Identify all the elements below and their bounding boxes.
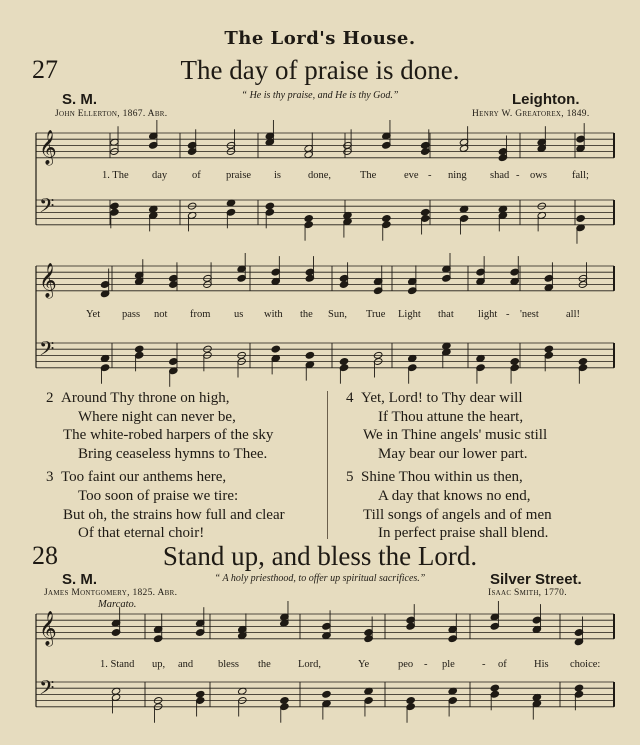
lyric-syllable: fall; <box>572 170 589 181</box>
lyric-syllable: The <box>360 170 377 181</box>
hymn-number: 27 <box>32 55 58 84</box>
lyric-syllable: ows <box>530 170 547 181</box>
lyric-syllable: praise <box>226 170 252 181</box>
lyric-syllable: ple <box>442 659 455 670</box>
lyric-syllable: - <box>428 170 432 181</box>
verse-text: A day that knows no end, <box>378 487 531 504</box>
note-head <box>322 690 331 698</box>
verse-text: We in Thine angels' music still <box>363 427 548 444</box>
lyric-syllable: 'nest <box>520 309 539 320</box>
lyric-syllable: Ye <box>358 659 370 670</box>
verse-text: Shine Thou within us then, <box>361 469 523 486</box>
running-head: The Lord's House. <box>224 28 416 49</box>
author-credit: John Ellerton, 1867. Abr. <box>55 109 168 119</box>
lyric-syllable: of <box>192 170 201 181</box>
lyric-syllable: His <box>534 659 549 670</box>
lyric-syllable: - <box>424 659 428 670</box>
lyric-syllable: of <box>498 659 507 670</box>
lyric-syllable: done, <box>308 170 332 181</box>
epigraph: “ He is thy praise, and He is thy God.” <box>241 90 399 101</box>
lyric-syllable: ning <box>448 170 467 181</box>
lyric-syllable: - <box>516 170 520 181</box>
bass-clef-icon: 𝄢 <box>39 676 55 704</box>
verse-number: 2 <box>46 390 54 406</box>
note-head <box>576 215 585 223</box>
verse-text: But oh, the strains how full and clear <box>63 506 285 523</box>
meter: S. M. <box>62 91 98 108</box>
tempo-marking: Marcato. <box>98 599 137 610</box>
lyric-syllable: - <box>482 659 486 670</box>
lyric-syllable: choice: <box>570 659 601 670</box>
lyric-syllable: Light <box>398 309 421 320</box>
note-head <box>271 345 280 353</box>
lyric-syllable: and <box>178 659 194 670</box>
verse-text: Bring ceaseless hymns to Thee. <box>78 445 268 462</box>
verse-number: 3 <box>46 469 54 486</box>
bass-clef-icon: 𝄢 <box>39 337 55 365</box>
lyric-syllable: pass <box>122 309 141 320</box>
bass-clef-icon: 𝄢 <box>39 194 55 222</box>
lyric-syllable: that <box>438 309 454 320</box>
lyric-syllable: the <box>258 659 271 670</box>
lyric-syllable: Sun, <box>328 309 347 320</box>
lyric-syllable: bless <box>218 659 239 670</box>
verse-text: If Thou attune the heart, <box>378 408 524 425</box>
verse-text: The white-robed harpers of the sky <box>63 427 274 444</box>
lyric-syllable: 1. The <box>102 170 129 181</box>
verse-text: Around Thy throne on high, <box>61 390 230 406</box>
verse-text: In perfect praise shall blend. <box>378 525 549 542</box>
lyric-syllable: True <box>366 309 386 320</box>
verse-number: 5 <box>346 469 354 486</box>
verse-text: Of that eternal choir! <box>78 525 205 542</box>
verse-text: May bear our lower part. <box>378 445 528 462</box>
lyric-syllable: us <box>234 309 244 320</box>
lyric-syllable: eve <box>404 170 419 181</box>
lyric-syllable: 1. Stand <box>100 659 135 670</box>
tune-name: Leighton. <box>512 91 580 108</box>
hymn-title: The day of praise is done. <box>180 55 460 85</box>
lyric-syllable: shad <box>490 170 510 181</box>
lyric-syllable: peo <box>398 659 414 670</box>
treble-clef-icon: 𝄞 <box>39 263 57 298</box>
verse-text: Too soon of praise we tire: <box>78 487 239 504</box>
lyric-syllable: is <box>274 170 282 181</box>
lyric-syllable: with <box>264 309 283 320</box>
lyric-syllable: - <box>506 309 510 320</box>
note-head <box>305 351 314 359</box>
author-credit: James Montgomery, 1825. Abr. <box>44 588 178 598</box>
treble-clef-icon: 𝄞 <box>39 130 57 165</box>
tune-name: Silver Street. <box>490 571 582 588</box>
hymn-number: 28 <box>32 541 58 570</box>
composer-credit: Isaac Smith, 1770. <box>488 588 567 598</box>
lyric-syllable: all! <box>566 309 580 320</box>
lyric-syllable: Lord, <box>298 659 322 670</box>
hymn-title: Stand up, and bless the Lord. <box>162 541 478 571</box>
verse-text: Where night can never be, <box>78 408 236 425</box>
lyric-syllable: not <box>154 309 168 320</box>
lyric-syllable: light <box>478 309 498 320</box>
composer-credit: Henry W. Greatorex, 1849. <box>472 109 590 119</box>
verse-text: Too faint our anthems here, <box>61 469 227 486</box>
meter: S. M. <box>62 571 98 588</box>
lyric-syllable: from <box>190 309 211 320</box>
lyric-syllable: up, <box>152 659 166 670</box>
lyric-syllable: the <box>300 309 313 320</box>
epigraph: “ A holy priesthood, to offer up spiritual sacrifices.” <box>214 573 426 584</box>
verse-text: Yet, Lord! to Thy dear will <box>361 390 523 406</box>
verse-text: Till songs of angels and of men <box>363 506 552 523</box>
verse-number: 4 <box>346 390 354 406</box>
treble-clef-icon: 𝄞 <box>39 611 57 646</box>
lyric-syllable: day <box>152 170 168 181</box>
lyric-syllable: Yet <box>86 309 101 320</box>
